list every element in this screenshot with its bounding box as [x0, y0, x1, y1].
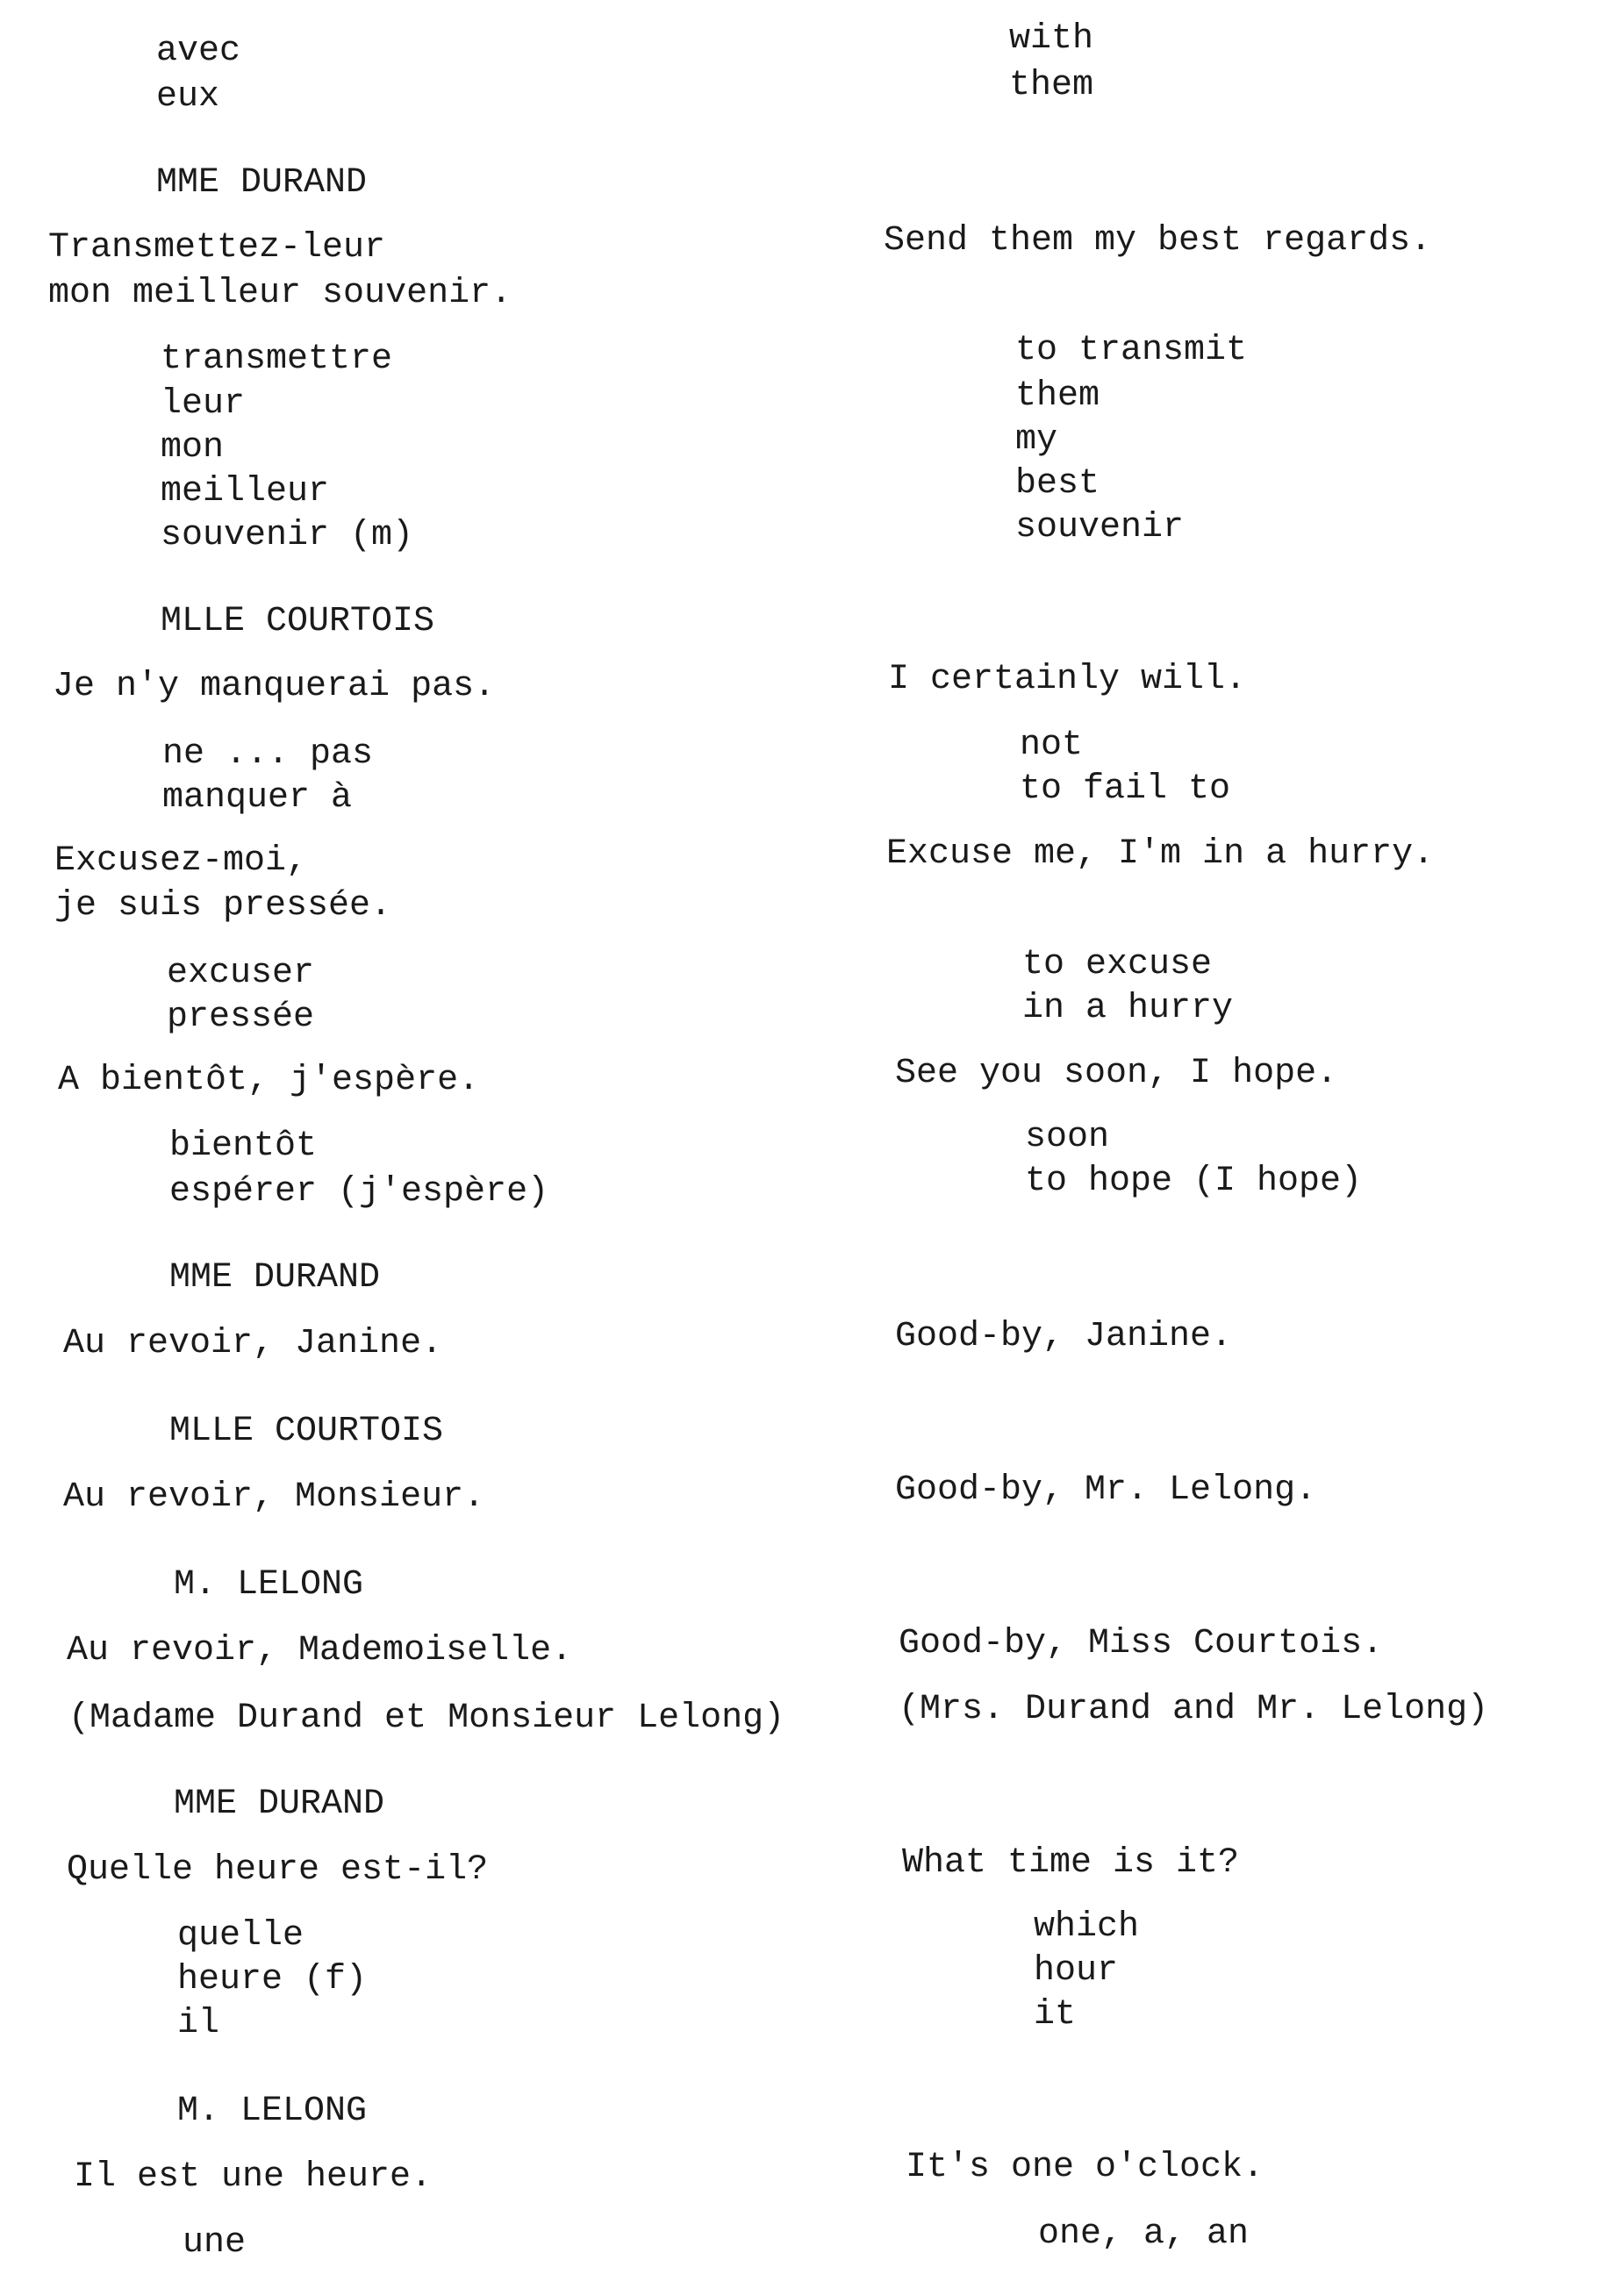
french-word: mon [161, 428, 225, 468]
french-word: il [177, 2004, 220, 2043]
english-word: it [1034, 1995, 1077, 2035]
french-sentence: Quelle heure est-il? [67, 1850, 489, 1890]
english-sentence: What time is it? [902, 1843, 1240, 1883]
french-sentence: je suis pressée. [54, 886, 392, 926]
french-sentence: Excusez-moi, [54, 841, 308, 881]
stage-direction: (Madame Durand et Monsieur Lelong) [68, 1699, 785, 1738]
english-sentence: Good-by, Miss Courtois. [899, 1624, 1384, 1663]
french-word: bientôt [169, 1127, 318, 1166]
english-sentence: Send them my best regards. [884, 221, 1432, 261]
english-sentence: It's one o'clock. [906, 2148, 1264, 2187]
french-sentence: Il est une heure. [74, 2157, 433, 2197]
french-sentence: Je n'y manquerai pas. [53, 667, 496, 706]
speaker-mme-durand: MME DURAND [174, 1785, 385, 1824]
english-sentence: I certainly will. [888, 660, 1247, 699]
french-word: leur [161, 384, 246, 424]
speaker-m-lelong: M. LELONG [174, 1565, 364, 1605]
english-sentence: Good-by, Janine. [895, 1317, 1233, 1356]
english-word-with: with [1009, 19, 1094, 59]
english-word: my [1015, 420, 1058, 460]
english-word: to excuse [1022, 945, 1213, 984]
speaker-mlle-courtois: MLLE COURTOIS [161, 602, 435, 641]
french-word-eux: eux [156, 77, 220, 117]
english-word-them: them [1009, 66, 1094, 105]
french-sentence: mon meilleur souvenir. [48, 274, 512, 313]
french-word: une [183, 2223, 247, 2263]
french-word: excuser [167, 954, 315, 993]
speaker-mlle-courtois: MLLE COURTOIS [169, 1412, 444, 1451]
french-word: souvenir (m) [161, 516, 414, 555]
english-word: to fail to [1020, 769, 1231, 809]
english-word: them [1015, 376, 1100, 416]
french-word: heure (f) [177, 1960, 368, 1999]
english-word: souvenir [1015, 508, 1185, 547]
french-word: transmettre [161, 340, 393, 379]
french-sentence: Au revoir, Mademoiselle. [67, 1631, 573, 1670]
english-word: to hope (I hope) [1025, 1162, 1363, 1201]
speaker-mme-durand: MME DURAND [169, 1258, 381, 1298]
speaker-mme-durand: MME DURAND [156, 163, 368, 203]
french-word: ne ... pas [162, 734, 374, 774]
english-sentence: Excuse me, I'm in a hurry. [886, 834, 1435, 874]
french-sentence: Au revoir, Monsieur. [63, 1477, 485, 1517]
french-word: meilleur [161, 472, 330, 511]
french-sentence: Transmettez-leur [48, 228, 386, 268]
stage-direction: (Mrs. Durand and Mr. Lelong) [899, 1690, 1489, 1729]
french-word: quelle [177, 1916, 304, 1956]
french-word-avec: avec [156, 32, 241, 71]
english-word: soon [1025, 1118, 1110, 1157]
speaker-m-lelong: M. LELONG [177, 2092, 368, 2131]
french-word: pressée [167, 998, 315, 1037]
english-word: best [1015, 464, 1100, 504]
english-word: not [1020, 726, 1084, 765]
english-sentence: Good-by, Mr. Lelong. [895, 1470, 1317, 1510]
french-sentence: A bientôt, j'espère. [58, 1061, 480, 1100]
english-word: in a hurry [1022, 989, 1234, 1028]
english-word: which [1034, 1907, 1140, 1947]
english-word: to transmit [1015, 331, 1248, 370]
french-sentence: Au revoir, Janine. [63, 1324, 443, 1363]
french-word: espérer (j'espère) [169, 1172, 549, 1212]
english-word: one, a, an [1038, 2214, 1250, 2254]
english-sentence: See you soon, I hope. [895, 1054, 1338, 1093]
french-word: manquer à [162, 778, 353, 818]
english-word: hour [1034, 1951, 1119, 1991]
